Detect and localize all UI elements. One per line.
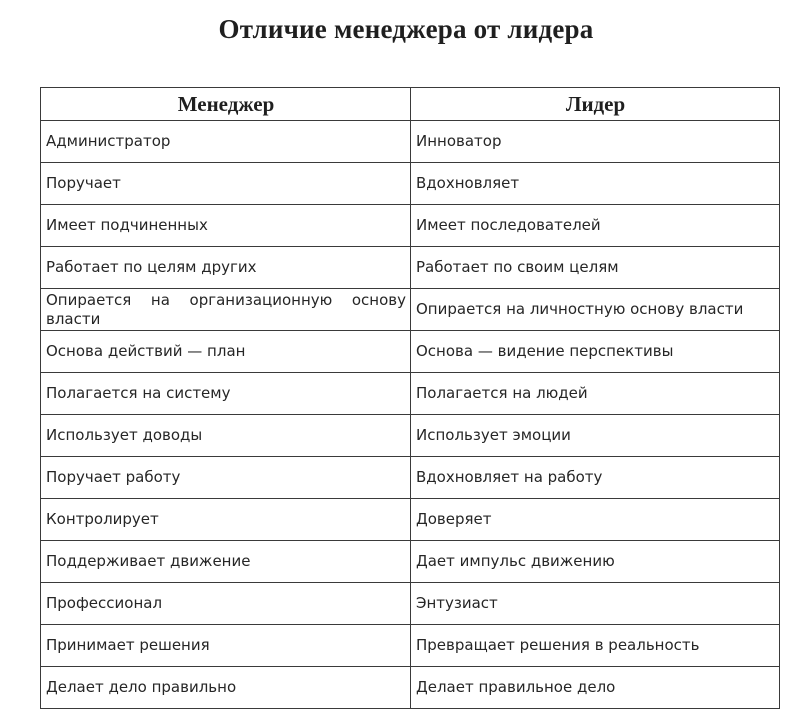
table-row xyxy=(41,499,780,541)
leader-cell: Делает правильное дело xyxy=(411,667,780,709)
manager-cell: Принимает решения xyxy=(41,625,411,667)
manager-cell: Делает дело правильно xyxy=(41,667,411,709)
manager-cell: Поручает xyxy=(41,163,411,205)
leader-cell: Инноватор xyxy=(411,121,780,163)
leader-cell: Опирается на личностную основу власти xyxy=(411,289,780,331)
manager-cell: Использует доводы xyxy=(41,415,411,457)
manager-cell: Имеет подчиненных xyxy=(41,205,411,247)
table-row xyxy=(41,667,780,709)
table-row xyxy=(41,247,780,289)
manager-cell: Поддерживает движение xyxy=(41,541,411,583)
table-row xyxy=(41,205,780,247)
manager-cell: Работает по целям других xyxy=(41,247,411,289)
table-row xyxy=(41,373,780,415)
column-header-leader: Лидер xyxy=(411,88,780,121)
leader-cell: Энтузиаст xyxy=(411,583,780,625)
table-row xyxy=(41,289,780,331)
manager-cell: Администратор xyxy=(41,121,411,163)
table-row xyxy=(41,415,780,457)
manager-cell: Основа действий — план xyxy=(41,331,411,373)
leader-cell: Основа — видение перспективы xyxy=(411,331,780,373)
table-row xyxy=(41,331,780,373)
leader-cell: Дает импульс движению xyxy=(411,541,780,583)
leader-cell: Имеет последователей xyxy=(411,205,780,247)
leader-cell: Полагается на людей xyxy=(411,373,780,415)
column-header-manager: Менеджер xyxy=(41,88,411,121)
manager-cell: Поручает работу xyxy=(41,457,411,499)
table-header-row xyxy=(41,88,780,121)
page-title: Отличие менеджера от лидера xyxy=(218,14,594,44)
leader-cell: Вдохновляет на работу xyxy=(411,457,780,499)
leader-cell: Превращает решения в реальность xyxy=(411,625,780,667)
leader-cell: Вдохновляет xyxy=(411,163,780,205)
leader-cell: Работает по своим целям xyxy=(411,247,780,289)
table-row xyxy=(41,583,780,625)
manager-cell: Полагается на систему xyxy=(41,373,411,415)
manager-cell: Опирается на организационную основу власти xyxy=(41,289,411,331)
leader-cell: Использует эмоции xyxy=(411,415,780,457)
manager-cell: Профессионал xyxy=(41,583,411,625)
table-row xyxy=(41,625,780,667)
comparison-table xyxy=(40,87,780,709)
manager-cell: Контролирует xyxy=(41,499,411,541)
leader-cell: Доверяет xyxy=(411,499,780,541)
table-row xyxy=(41,121,780,163)
table-row xyxy=(41,457,780,499)
table-row xyxy=(41,541,780,583)
table-row xyxy=(41,163,780,205)
